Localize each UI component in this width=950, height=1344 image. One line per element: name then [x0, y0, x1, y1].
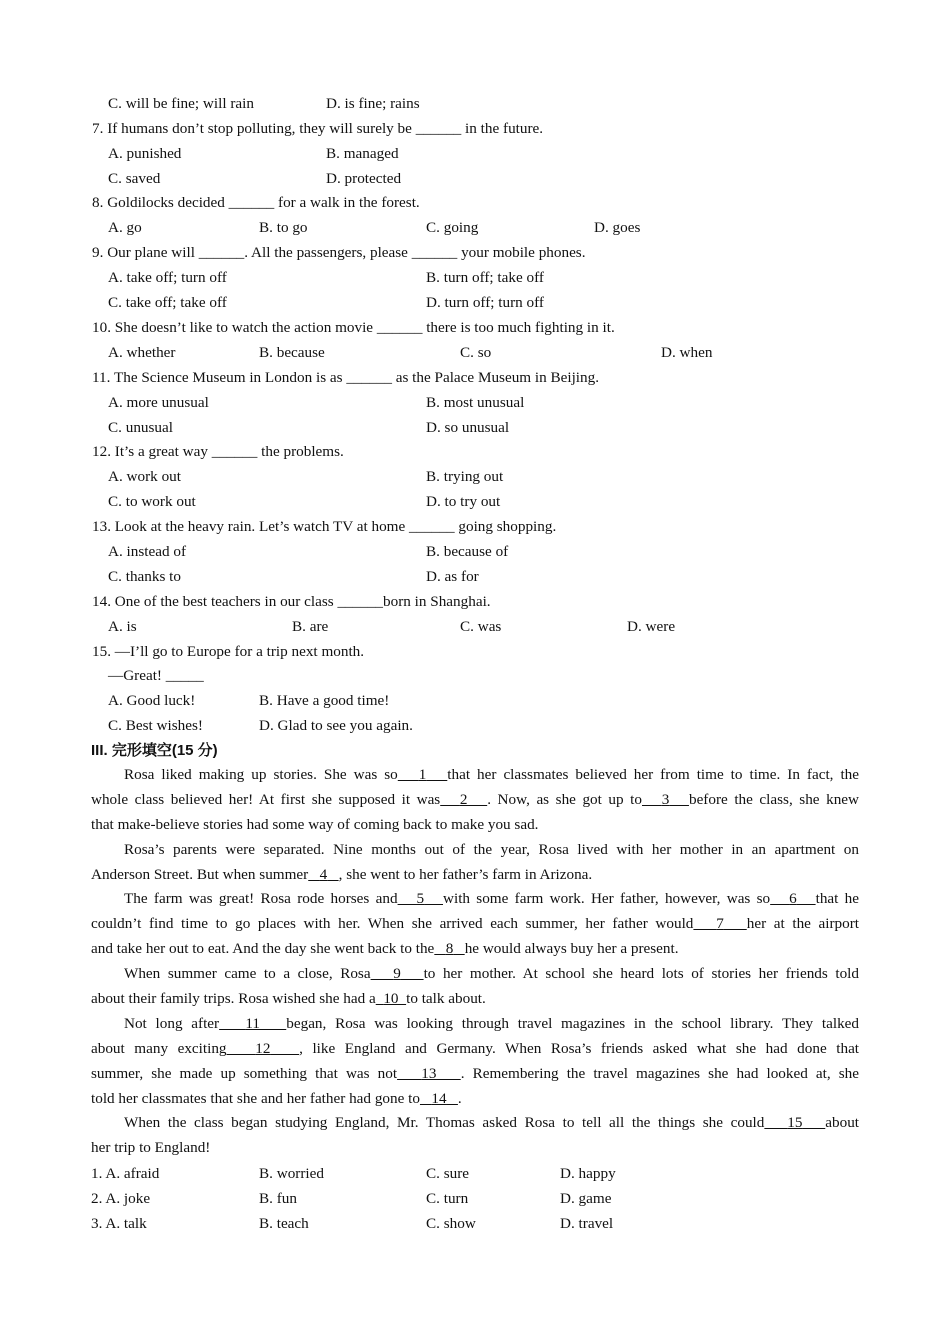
question-option: D. to try out [426, 493, 501, 510]
question-option: A. work out [108, 468, 181, 485]
question-option: A. take off; turn off [108, 269, 227, 286]
question-option: A. punished [108, 145, 182, 162]
question-stem: 14. One of the best teachers in our class ______born in Shanghai. [92, 593, 491, 610]
question-option: A. is [108, 618, 137, 635]
question-option: B. managed [326, 145, 399, 162]
q6-option-d: D. is fine; rains [326, 95, 420, 112]
question-option: A. more unusual [108, 394, 209, 411]
question-stem-reply: —Great! _____ [108, 667, 204, 684]
question-stem: 7. If humans don’t stop polluting, they will surely be ______ in the future. [92, 120, 544, 137]
passage-line: Not long after 11 began, Rosa was looking through travel magazines in the school library. They talked [124, 1014, 860, 1032]
question-option: C. was [460, 618, 502, 635]
question-option: B. are [292, 618, 329, 635]
passage-line: couldn’t find time to go places with her. When she arrived each summer, her father would 7 her at the airport [91, 915, 860, 933]
passage-line: about many exciting 12 , like England and Germany. When Rosa’s friends asked what she had done that [91, 1039, 860, 1057]
question-option: B. because of [426, 543, 509, 560]
cloze-option: C. sure [426, 1165, 470, 1182]
question-option: D. so unusual [426, 419, 510, 436]
passage-line: that make-believe stories had some way of coming back to make you sad. [91, 815, 539, 833]
passage-line: When summer came to a close, Rosa 9 to her mother. At school she heard lots of stories her friends told [124, 965, 859, 983]
cloze-option: B. fun [259, 1190, 297, 1207]
cloze-option: D. travel [560, 1215, 614, 1232]
passage-line: told her classmates that she and her father had gone to 14 . [91, 1089, 462, 1107]
cloze-option: C. turn [426, 1190, 469, 1207]
q6-option-c: C. will be fine; will rain [108, 95, 254, 112]
question-option: B. Have a good time! [259, 692, 390, 709]
section-heading: III. 完形填空(15 分) [91, 742, 218, 759]
question-option: A. go [108, 219, 142, 236]
passage-line: When the class began studying England, Mr. Thomas asked Rosa to tell all the things she could 15 about [124, 1114, 860, 1132]
cloze-option: 2. A. joke [91, 1190, 151, 1207]
question-option: C. to work out [108, 493, 196, 510]
question-option: C. unusual [108, 419, 173, 436]
question-option: D. goes [594, 219, 641, 236]
question-stem: 9. Our plane will ______. All the passengers, please ______ your mobile phones. [92, 244, 586, 261]
passage-line: The farm was great! Rosa rode horses and 5 with some farm work. Her father, however, was so 6 that he [124, 890, 860, 908]
passage-line: Anderson Street. But when summer 4 , she went to her father’s farm in Arizona. [91, 865, 593, 883]
question-option: D. as for [426, 568, 479, 585]
question-option: C. Best wishes! [108, 717, 203, 734]
passage-line: and take her out to eat. And the day she went back to the 8 he would always buy her a present. [91, 940, 679, 958]
passage-line: Rosa’s parents were separated. Nine months out of the year, Rosa lived with her mother in an apartment on [124, 840, 859, 858]
question-stem: 8. Goldilocks decided ______ for a walk in the forest. [92, 194, 420, 211]
question-option: C. thanks to [108, 568, 181, 585]
question-option: D. were [627, 618, 676, 635]
question-option: D. when [661, 344, 713, 361]
question-stem: 12. It’s a great way ______ the problems. [92, 443, 344, 460]
passage-line: her trip to England! [91, 1139, 211, 1157]
cloze-option: C. show [426, 1215, 476, 1232]
cloze-option: 1. A. afraid [91, 1165, 160, 1182]
question-option: A. Good luck! [108, 692, 196, 709]
question-option: C. going [426, 219, 479, 236]
cloze-option: 3. A. talk [91, 1215, 147, 1232]
question-stem: 13. Look at the heavy rain. Let’s watch TV at home ______ going shopping. [92, 518, 557, 535]
question-option: D. turn off; turn off [426, 294, 544, 311]
cloze-option: D. game [560, 1190, 612, 1207]
question-option: B. trying out [426, 468, 504, 485]
cloze-option: D. happy [560, 1165, 616, 1182]
question-option: D. protected [326, 170, 402, 187]
cloze-option: B. worried [259, 1165, 324, 1182]
cloze-passage [91, 763, 859, 1161]
question-option: C. so [460, 344, 492, 361]
question-option: B. most unusual [426, 394, 525, 411]
question-option: B. because [259, 344, 325, 361]
question-option: C. saved [108, 170, 161, 187]
passage-line: Rosa liked making up stories. She was so 1 that her classmates believed her from time to time. In fact, the [124, 766, 859, 783]
question-option: D. Glad to see you again. [259, 717, 413, 734]
passage-line: summer, she made up something that was not 13 . Remembering the travel magazines she had looked at, she [91, 1064, 859, 1082]
passage-line: about their family trips. Rosa wished she had a 10 to talk about. [91, 990, 486, 1008]
question-option: A. whether [108, 344, 176, 361]
question-option: B. turn off; take off [426, 269, 544, 286]
question-option: A. instead of [108, 543, 187, 560]
question-stem: 11. The Science Museum in London is as ______ as the Palace Museum in Beijing. [92, 369, 600, 386]
passage-line: whole class believed her! At first she supposed it was 2 . Now, as she got up to 3 before the class, she knew [91, 790, 860, 808]
cloze-option: B. teach [259, 1215, 309, 1232]
question-option: B. to go [259, 219, 308, 236]
question-stem: 10. She doesn’t like to watch the action movie ______ there is too much fighting in it. [92, 319, 615, 336]
question-stem: 15. —I’ll go to Europe for a trip next month. [92, 643, 365, 660]
question-option: C. take off; take off [108, 294, 227, 311]
